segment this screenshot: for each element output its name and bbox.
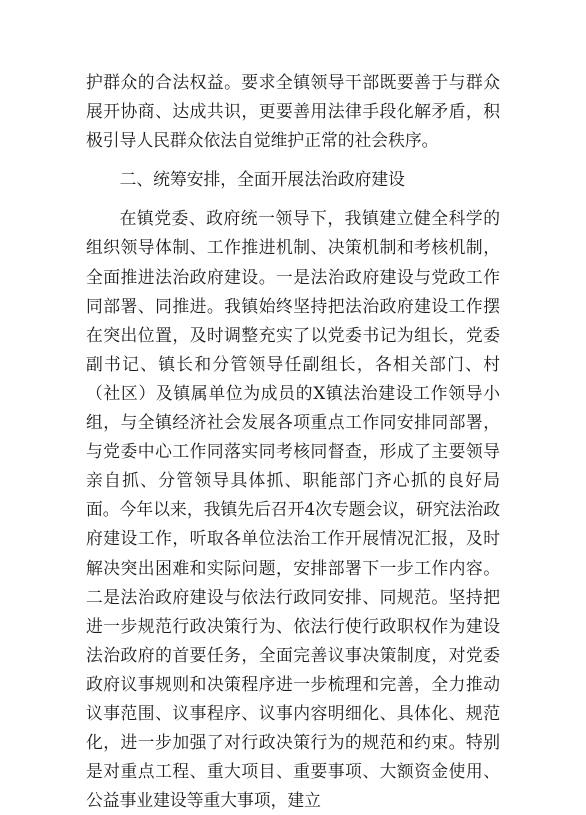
section-heading: 二、统筹安排，全面开展法治政府建设 (119, 169, 405, 190)
paragraph-continued: 护群众的合法权益。要求全镇领导干部既要善于与群众展开协商、达成共识，更要善用法律手段化解矛盾，积极引导人民群众依法自觉维护正常的社会秩序。 (86, 72, 500, 151)
paragraph-main: 在镇党委、政府统一领导下，我镇建立健全科学的组织领导体制、工作推进机制、决策机制和考核机制，全面推进法治政府建设。一是法治政府建设与党政工作同部署、同推进。我镇始终坚持把法治政府建设工作摆在突出位置，及时调整充实了以党委书记为组长，党委副书记、镇长和分管领导任副组长，各相关部门、村（社区）及镇属单位为成员的X镇法治建设工作领导小组，与全镇经济社会发展各项重点工作同安排同部署，与党委中心工作同落实同考核同督查，形成了主要领导亲自抓、分管领导具体抓、职能部门齐心抓的良好局面。今年以来，我镇先后召开4次专题会议，研究法治政府建设工作，听取各单位法治工作开展情况汇报，及时解决突出困难和实际问题，安排部署下一步工作内容。二是法治政府建设与依法行政同安排、同规范。坚持把进一步规范行政决策行为、依法行使行政职权作为建设法治政府的首要任务，全面完善议事决策制度，对党委政府议事规则和决策程序进一步梳理和完善，全力推动议事范围、议事程序、议事内容明细化、具体化、规范化，进一步加强了对行政决策行为的规范和约束。特别是对重点工程、重大项目、重要事项、大额资金使用、公益事业建设等重大事项，建立 (86, 208, 500, 811)
document-body (86, 68, 500, 815)
